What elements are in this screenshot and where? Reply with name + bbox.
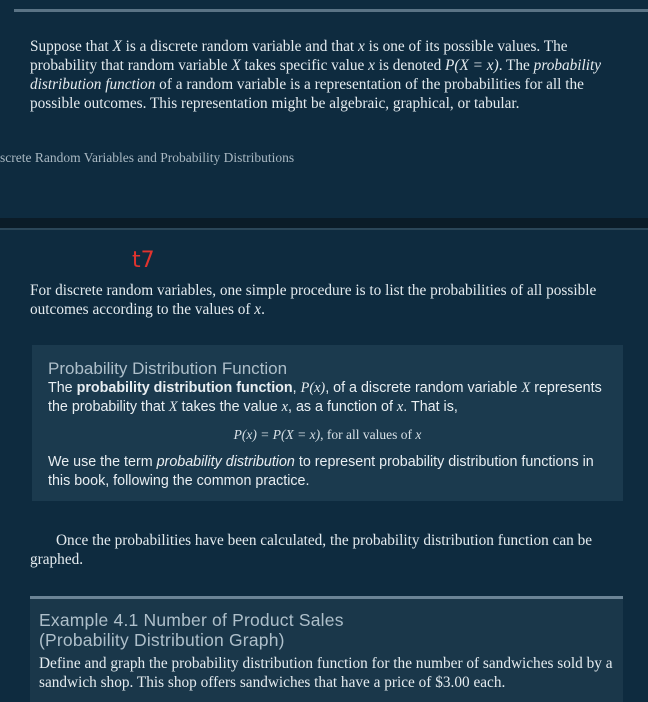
page-break-band	[0, 218, 648, 228]
definition-usage-note: We use the term probability distribution to represent probability distribution functions in this book, following the common practice.	[48, 454, 594, 489]
handwritten-annotation: t7	[132, 248, 155, 273]
procedure-paragraph: For discrete random variables, one simple procedure is to list the probabilities of all possible outcomes according to the values of x.	[30, 282, 597, 318]
definition-formula: P(x) = P(X = x), for all values of x	[233, 427, 422, 442]
definition-title: Probability Distribution Function	[48, 359, 288, 378]
example-box	[30, 599, 623, 702]
intro-paragraph: Suppose that X is a discrete random variable and that x is one of its possible values. The probability that random variable X takes specific value x is denoted P(X = x). The probability distribution function of a random variable is a representation of the probabilities for all the possible outcomes. This representation might be algebraic, graphical, or tabular.	[30, 38, 602, 112]
top-rule	[14, 9, 648, 12]
definition-box	[32, 345, 623, 501]
page-break-line	[0, 228, 648, 230]
example-text: Define and graph the probability distribution function for the number of sandwiches sold by a sandwich shop. This shop offers sandwiches that have a price of $3.00 each.	[39, 655, 613, 691]
graphing-paragraph: Once the probabilities have been calculated, the probability distribution function can be graphed.	[30, 532, 593, 568]
term-probability-distribution-function: probability distribution function	[30, 57, 602, 93]
definition-text: The probability distribution function, P(x), of a discrete random variable X represents the probability that X takes the value x, as a function of x. That is,	[48, 380, 602, 415]
example-title: Example 4.1 Number of Product Sales (Probability Distribution Graph)	[39, 610, 344, 650]
running-footer: screte Random Variables and Probability Distributions	[0, 150, 295, 165]
